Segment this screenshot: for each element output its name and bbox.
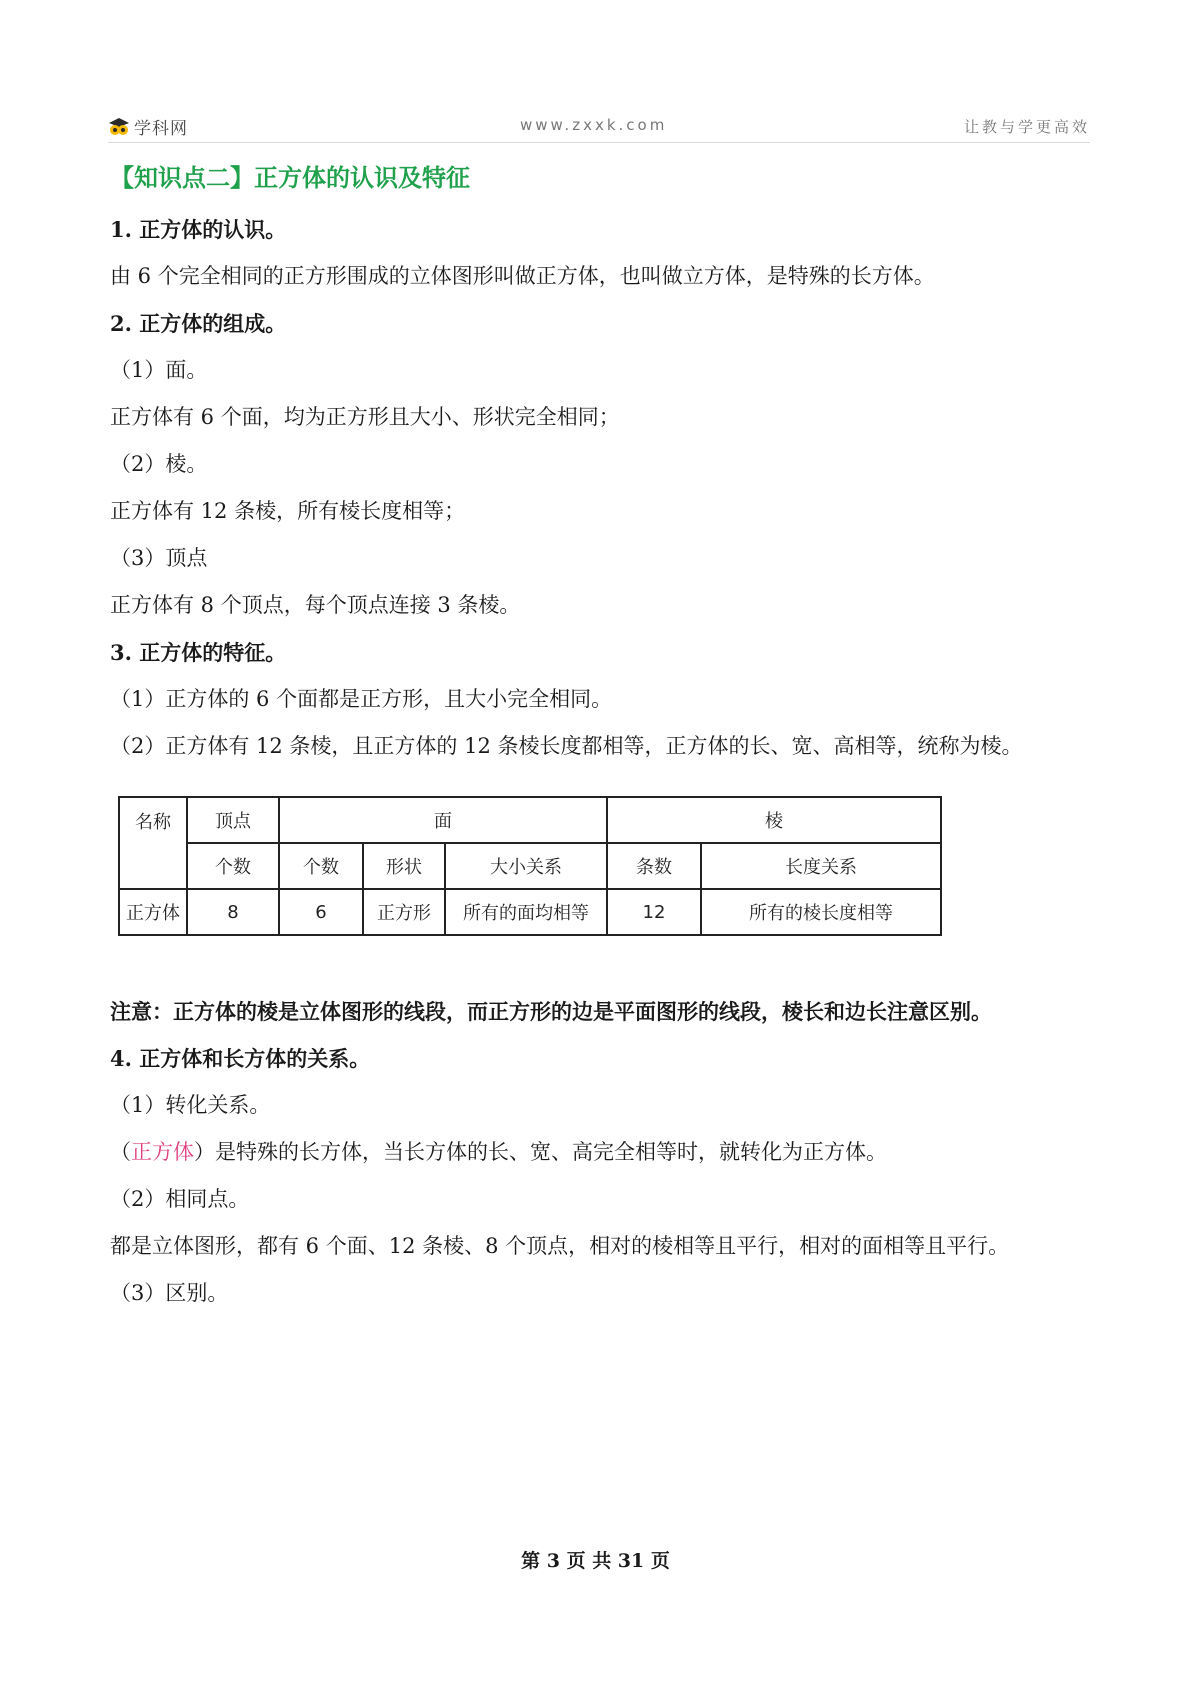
logo-text: 学科网 bbox=[134, 119, 188, 139]
main-content bbox=[110, 158, 1090, 1317]
header-face: 面 bbox=[279, 797, 607, 843]
header-name: 名称 bbox=[119, 797, 187, 889]
transform-rest: ）是特殊的长方体，当长方体的长、宽、高完全相等时，就转化为正方体。 bbox=[194, 1140, 887, 1164]
graduation-cap-icon bbox=[108, 117, 130, 137]
highlight-term: 正方体 bbox=[131, 1140, 194, 1164]
cell-edge-count: 12 bbox=[607, 889, 701, 935]
s3-heading: 3. 正方体的特征。 bbox=[110, 640, 287, 665]
header-slogan: 让教与学更高效 bbox=[963, 118, 1090, 136]
site-logo bbox=[108, 114, 188, 139]
s1-text: 由 6 个完全相同的正方形围成的立体图形叫做正方体，也叫做立方体，是特殊的长方体。 bbox=[110, 264, 935, 288]
subheader-face-size: 大小关系 bbox=[445, 843, 607, 889]
vertex-text: 正方体有 8 个顶点，每个顶点连接 3 条棱。 bbox=[110, 593, 521, 617]
cell-face-size: 所有的面均相等 bbox=[445, 889, 607, 935]
edge-text: 正方体有 12 条棱，所有棱长度相等； bbox=[110, 499, 466, 523]
page-number: 第 3 页 共 31 页 bbox=[521, 1550, 670, 1572]
section-title: 【知识点二】正方体的认识及特征 bbox=[110, 164, 470, 192]
face-label: （1）面。 bbox=[110, 358, 208, 382]
vertex-label: （3）顶点 bbox=[110, 546, 208, 570]
diff-label: （3）区别。 bbox=[110, 1281, 229, 1305]
cell-edge-length: 所有的棱长度相等 bbox=[701, 889, 941, 935]
subheader-face-count: 个数 bbox=[279, 843, 363, 889]
notice-text: 注意：正方体的棱是立体图形的线段，而正方形的边是平面图形的线段，棱长和边长注意区别。 bbox=[110, 999, 992, 1024]
transform-text bbox=[110, 1129, 1090, 1176]
transform-label: （1）转化关系。 bbox=[110, 1093, 271, 1117]
cell-face-shape: 正方形 bbox=[363, 889, 445, 935]
header-edge: 棱 bbox=[607, 797, 941, 843]
s4-heading: 4. 正方体和长方体的关系。 bbox=[110, 1046, 371, 1071]
edge-label: （2）棱。 bbox=[110, 452, 208, 476]
header-vertex: 顶点 bbox=[187, 797, 279, 843]
subheader-face-shape: 形状 bbox=[363, 843, 445, 889]
cell-name: 正方体 bbox=[119, 889, 187, 935]
page-header bbox=[108, 112, 1090, 143]
cell-face-count: 6 bbox=[279, 889, 363, 935]
subheader-edge-length: 长度关系 bbox=[701, 843, 941, 889]
subheader-edge-count: 条数 bbox=[607, 843, 701, 889]
s3-point-1: （1）正方体的 6 个面都是正方形，且大小完全相同。 bbox=[110, 687, 613, 711]
cell-vertex-count: 8 bbox=[187, 889, 279, 935]
s1-heading: 1. 正方体的认识。 bbox=[110, 217, 287, 242]
cube-table-figure bbox=[110, 770, 1090, 988]
same-text: 都是立体图形，都有 6 个面、12 条棱、8 个顶点，相对的棱相等且平行，相对的面相等且平行。 bbox=[110, 1234, 1010, 1258]
table-row bbox=[119, 889, 941, 935]
s2-heading: 2. 正方体的组成。 bbox=[110, 311, 287, 336]
site-url[interactable]: www.zxxk.com bbox=[520, 116, 668, 134]
s3-point-2: （2）正方体有 12 条棱，且正方体的 12 条棱长度都相等，正方体的长、宽、高相等，统称为棱。 bbox=[110, 734, 1023, 758]
same-label: （2）相同点。 bbox=[110, 1187, 250, 1211]
subheader-vertex-count: 个数 bbox=[187, 843, 279, 889]
cube-properties-table bbox=[118, 796, 942, 936]
face-text: 正方体有 6 个面，均为正方形且大小、形状完全相同； bbox=[110, 405, 620, 429]
transform-open-paren: （ bbox=[110, 1140, 131, 1164]
